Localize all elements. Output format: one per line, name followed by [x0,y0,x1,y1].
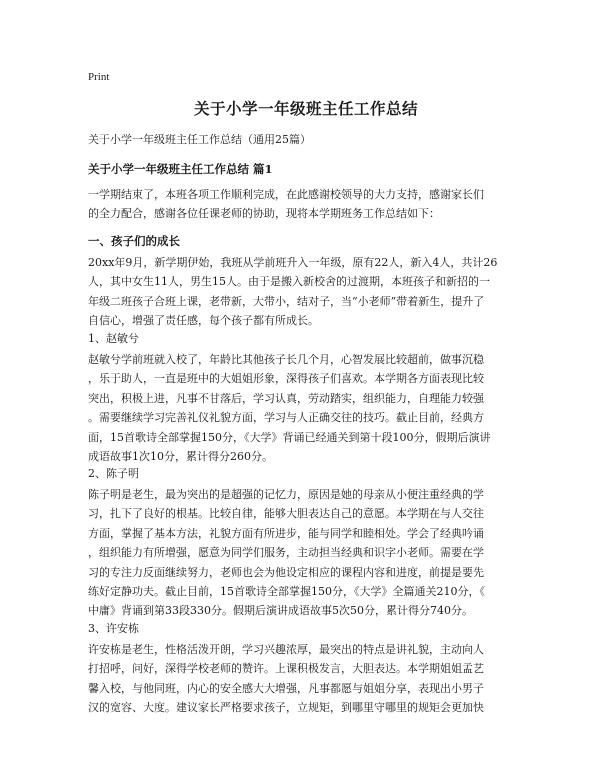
student1-line: ，乐于助人，一直是班中的大姐姐形象，深得孩子们喜欢。本学期各方面表现比较 [88,372,484,386]
section1-line: 20xx年9月，新学期伊始，我班从学前班升入一年级，原有22人，新入4人，共计26 [88,256,498,269]
student-heading: 1、赵敏兮 [88,332,139,345]
section1-paragraph [88,253,524,331]
student-heading: 2、陈子明 [88,467,139,480]
student2-line: 习的专注力反面继续努力，老师也会为他设定相应的课程内容和进度，前提是要先 [88,565,484,579]
student3-line: 许安栋是老生，性格活泼开朗，学习兴趣浓厚，最突出的特点是讲礼貌，主动向人 [88,643,484,656]
student1-line: 。需要继续学习完善礼仪礼貌方面，学习与人正确交往的技巧。截止目前，经典方 [88,411,484,425]
section1-line: 年级二班孩子合班上课，老带新，大带小，结对子，当“小老师”带着新生，提升了 [88,294,485,308]
intro-paragraph [88,185,524,224]
section-heading: 一、孩子们的成长 [88,234,180,248]
student1-line: 赵敏兮学前班就入校了，年龄比其他孩子长几个月，心智发展比较超前，做事沉稳 [88,353,484,366]
student3-line: 打招呼，问好，深得学校老师的赞许。上课积极发言，大胆表达。本学期姐姐孟艺 [88,662,484,676]
student-heading: 3、许安栋 [88,622,139,635]
article-heading: 关于小学一年级班主任工作总结 篇1 [88,162,273,176]
student2-line: 习，扎下了良好的根基。比较自律，能够大胆表达自己的意愿。本学期在与人交往 [88,507,484,521]
student1-line: 突出，积极上进，凡事不甘落后，学习认真，劳动踏实，组织能力，自理能力较强 [88,391,484,405]
section1-line: 自信心，增强了责任感，每个孩子都有所成长。 [88,314,319,328]
student1-line: 成语故事1次10分，累计得分260分。 [88,450,273,464]
document-title: 关于小学一年级班主任工作总结 [193,99,418,118]
intro-line: 一学期结束了，本班各项工作顺利完成，在此感谢校领导的大力支持，感谢家长们 [88,188,484,201]
intro-line: 的全力配合，感谢各位任课老师的协助，现将本学期班务工作总结如下： [88,207,440,221]
student2-line: ，组织能力有所增强，愿意为同学们服务，主动担当经典和识字小老师。需要在学 [88,546,484,560]
student3-line: 馨入校，与他同班，内心的安全感大大增强，凡事都愿与姐姐分享，表现出小男子 [88,681,484,695]
student3-line: 汉的宽容、大度。建议家长严格要求孩子，立规矩，到哪里守哪里的规矩会更加快 [88,701,484,715]
section1-line: 人，其中女生11人，男生15人。由于是搬入新校舍的过渡期，本班孩子和新招的一 [88,275,490,289]
document-subtitle: 关于小学一年级班主任工作总结（通用25篇） [88,133,311,146]
student3-paragraph [88,640,524,718]
student2-line: 方面，掌握了基本方法，礼貌方面有所进步，能与同学和睦相处。学会了经典吟诵 [88,526,484,540]
print-link[interactable]: Print [88,71,110,83]
student2-line: 陈子明是老生，最为突出的是超强的记忆力，原因是她的母亲从小便注重经典的学 [88,488,484,501]
student2-line: 练好定静功夫。截止目前，15首歌诗全部掌握150分，《大学》全篇通关210分，《 [88,585,485,599]
student2-paragraph [88,485,524,621]
student1-line: 面，15首歌诗全部掌握150分，《大学》背诵已经通关到第十段100分，假期后演讲 [88,430,491,444]
student2-line: 中庸》背诵到第33段330分。假期后演讲成语故事5次50分，累计得分740分。 [88,604,473,618]
student1-paragraph [88,350,524,466]
